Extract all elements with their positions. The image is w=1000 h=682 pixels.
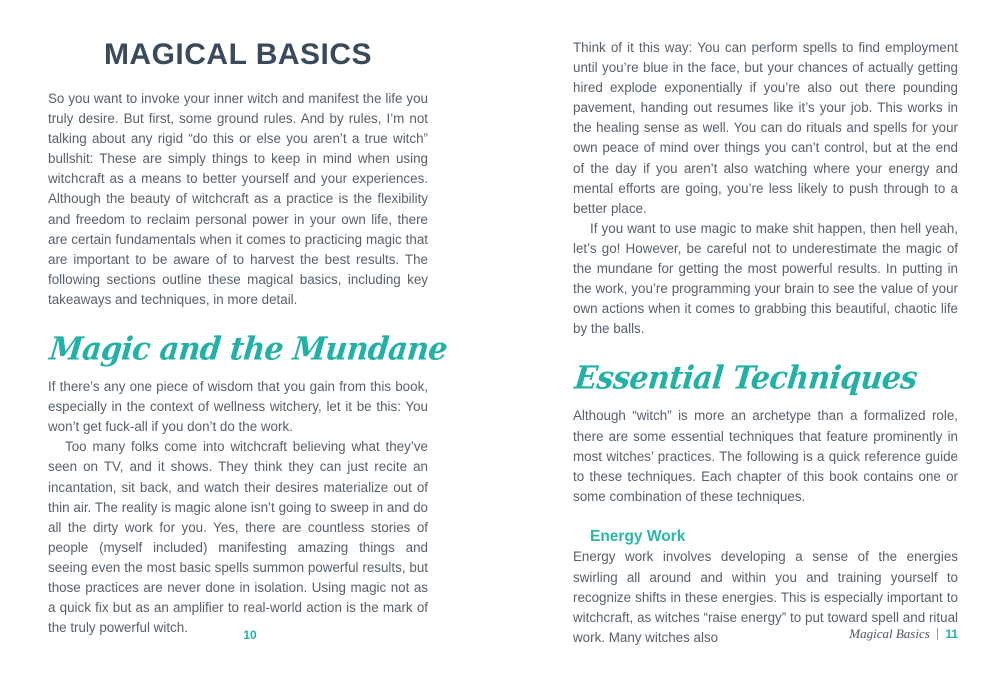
left-page-column <box>47 38 449 638</box>
left-page-folio <box>0 628 500 642</box>
subsection-heading-energy-work: Energy Work <box>590 527 686 545</box>
right-page-folio <box>849 626 958 642</box>
running-head: Magical Basics <box>849 626 930 641</box>
section-heading-essential-techniques: Essential Techniques <box>572 360 919 398</box>
left-intro-paragraph: So you want to invoke your inner witch and manifest the life you truly desire. But first, some ground rules. And by rules, I’m not talking about any rigid “do this or else you aren’t a true witch” bullshit: These are simply things to keep in mind when using witchcraft as a means to better yourself and your experiences. Although the beauty of witchcraft as a practice is the flexibility and freedom to reclaim personal power in your own life, there are certain fundamentals when it comes to practicing magic that are important to be aware of to harvest the best results. The following sections outline these magical basics, including key takeaways and techniques, in more detail. <box>48 91 428 307</box>
right-paragraph-2: If you want to use magic to make shit happen, then hell yeah, let’s go! However, be careful not to underestimate the magic of the mundane for getting the most powerful results. In putting in the work, you’re programming your brain to see the value of your own actions when it comes to grabbing this beautiful, chaotic life by the balls. <box>573 220 958 337</box>
folio-divider <box>937 628 939 640</box>
left-section-paragraph-1: If there’s any one piece of wisdom that you gain from this book, especially in the context of wellness witchery, let it be this: You won’t get fuck-all if you don’t do the work. <box>48 379 428 435</box>
right-subsection-paragraph-1: Energy work involves developing a sense of the energies swirling all around and within you and training yourself to recognize shifts in these energies. This is especially important to witchcraft, as witches “raise energy” to put toward spell and ritual work. Many witches also <box>573 549 958 645</box>
right-page <box>500 0 1000 682</box>
page-title: MAGICAL BASICS <box>103 38 373 71</box>
left-page-number: 10 <box>243 628 257 642</box>
right-page-number: 11 <box>945 627 958 641</box>
right-page-column <box>573 38 958 648</box>
right-paragraph-1: Think of it this way: You can perform spells to find employment until you’re blue in the face, but your chances of actually getting hired explode exponentially if you’re also out there pounding pavement, handing out resumes like it’s your job. This works in the healing sense as well. You can do rituals and spells for your own peace of mind over things you can’t control, but at the end of the day if you aren’t also watching where your energy and mental efforts are going, you’re less likely to push through to a better place. <box>573 40 958 216</box>
left-section-paragraph-2: Too many folks come into witchcraft believing what they’ve seen on TV, and it shows. They think they can just recite an incantation, sit back, and watch their desires materialize out of thin air. The reality is magic alone isn’t going to sweep in and do all the dirty work for you. Yes, there are countless stories of people (myself included) manifesting amazing things and seeing even the most basic spells summon powerful results, but those practices are never done in isolation. Using magic not as a quick fix but as an amplifier to real-world action is the mark of the truly powerful witch. <box>48 439 428 636</box>
right-section-paragraph-1: Although “witch” is more an archetype than a formalized role, there are some essential techniques that feature prominently in most witches’ practices. The following is a quick reference guide to these techniques. Each chapter of this book contains one or some combination of these techniques. <box>573 408 958 504</box>
section-heading-magic-and-the-mundane: Magic and the Mundane <box>47 331 449 369</box>
